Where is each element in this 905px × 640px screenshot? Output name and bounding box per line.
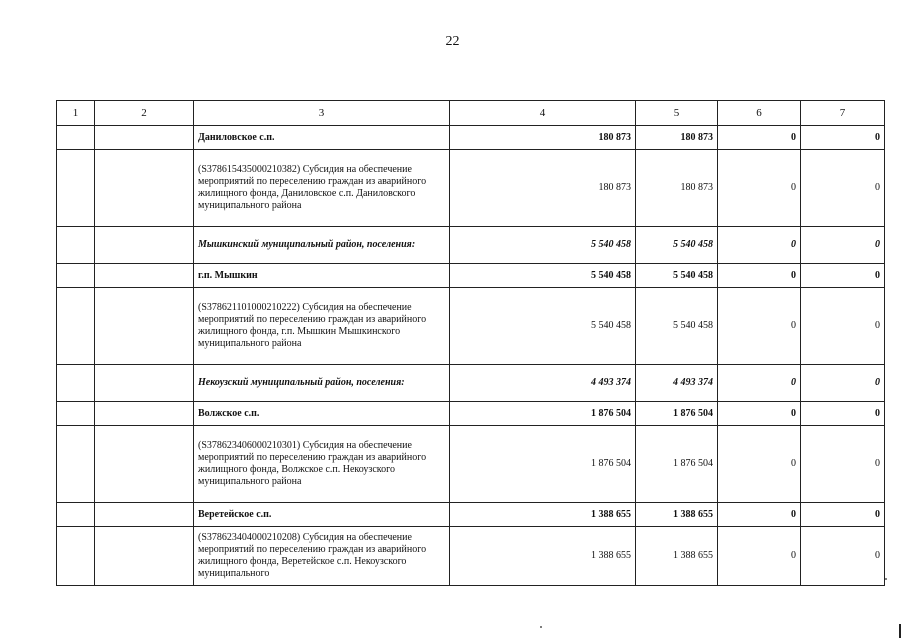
cell-v7: 0: [801, 402, 885, 426]
cell-v5: 1 876 504: [636, 402, 718, 426]
cell-v4: 1 388 655: [450, 503, 636, 527]
cell-v7: 0: [801, 426, 885, 503]
column-header: 4: [450, 101, 636, 126]
cell-v6: 0: [718, 150, 801, 227]
cell-v6: 0: [718, 527, 801, 586]
cell-col2: [95, 126, 194, 150]
scan-edge-mark: [899, 624, 901, 638]
cell-v7: 0: [801, 150, 885, 227]
cell-v4: 1 876 504: [450, 426, 636, 503]
table-row: [57, 150, 885, 227]
column-header: 2: [95, 101, 194, 126]
column-header: 3: [194, 101, 450, 126]
table-row: [57, 503, 885, 527]
cell-col1: [57, 227, 95, 264]
cell-v4: 180 873: [450, 126, 636, 150]
cell-v6: 0: [718, 365, 801, 402]
cell-v5: 1 388 655: [636, 527, 718, 586]
table-row: [57, 527, 885, 586]
table-row: [57, 126, 885, 150]
table-row: [57, 426, 885, 503]
cell-col2: [95, 288, 194, 365]
cell-col2: [95, 150, 194, 227]
cell-col1: [57, 426, 95, 503]
cell-v6: 0: [718, 426, 801, 503]
cell-name: (S378623404000210208) Субсидия на обеспечение мероприятий по переселению граждан из аварийного жилищного фонда, Веретейское с.п. Некоузского муниципального: [194, 527, 450, 586]
cell-col2: [95, 503, 194, 527]
cell-col2: [95, 426, 194, 503]
cell-col2: [95, 402, 194, 426]
cell-v4: 4 493 374: [450, 365, 636, 402]
cell-name: (S378615435000210382) Субсидия на обеспечение мероприятий по переселению граждан из аварийного жилищного фонда, Даниловское с.п. Даниловского муниципального района: [194, 150, 450, 227]
cell-col1: [57, 503, 95, 527]
cell-col1: [57, 288, 95, 365]
cell-col2: [95, 264, 194, 288]
cell-col1: [57, 264, 95, 288]
cell-col1: [57, 126, 95, 150]
cell-v7: 0: [801, 126, 885, 150]
cell-v4: 180 873: [450, 150, 636, 227]
cell-v6: 0: [718, 264, 801, 288]
cell-v5: 5 540 458: [636, 288, 718, 365]
cell-col1: [57, 527, 95, 586]
table-row: [57, 227, 885, 264]
cell-name: Волжское с.п.: [194, 402, 450, 426]
cell-name: Даниловское с.п.: [194, 126, 450, 150]
budget-table: [56, 100, 885, 586]
table-row: [57, 264, 885, 288]
table-header-row: [57, 101, 885, 126]
cell-name: (S378623406000210301) Субсидия на обеспечение мероприятий по переселению граждан из аварийного жилищного фонда, Волжское с.п. Некоузского муниципального района: [194, 426, 450, 503]
cell-v7: 0: [801, 527, 885, 586]
column-header: 5: [636, 101, 718, 126]
cell-col2: [95, 527, 194, 586]
page-number: 22: [445, 34, 460, 49]
cell-col2: [95, 365, 194, 402]
cell-v6: 0: [718, 503, 801, 527]
cell-v6: 0: [718, 126, 801, 150]
column-header: 1: [57, 101, 95, 126]
cell-v4: 1 876 504: [450, 402, 636, 426]
cell-v5: 5 540 458: [636, 227, 718, 264]
cell-name: Мышкинский муниципальный район, поселения:: [194, 227, 450, 264]
cell-v4: 5 540 458: [450, 227, 636, 264]
column-header: 7: [801, 101, 885, 126]
scan-speck: [885, 578, 887, 580]
cell-v5: 4 493 374: [636, 365, 718, 402]
cell-name: г.п. Мышкин: [194, 264, 450, 288]
table-row: [57, 365, 885, 402]
cell-v7: 0: [801, 264, 885, 288]
table-row: [57, 402, 885, 426]
cell-col2: [95, 227, 194, 264]
cell-v7: 0: [801, 503, 885, 527]
cell-v7: 0: [801, 288, 885, 365]
cell-name: Некоузский муниципальный район, поселения:: [194, 365, 450, 402]
cell-v4: 5 540 458: [450, 288, 636, 365]
cell-v5: 5 540 458: [636, 264, 718, 288]
cell-v5: 1 388 655: [636, 503, 718, 527]
cell-v6: 0: [718, 402, 801, 426]
cell-name: (S378621101000210222) Субсидия на обеспечение мероприятий по переселению граждан из аварийного жилищного фонда, г.п. Мышкин Мышкинского муниципального района: [194, 288, 450, 365]
cell-v5: 1 876 504: [636, 426, 718, 503]
cell-col1: [57, 150, 95, 227]
cell-v5: 180 873: [636, 150, 718, 227]
cell-v6: 0: [718, 227, 801, 264]
column-header: 6: [718, 101, 801, 126]
cell-v4: 1 388 655: [450, 527, 636, 586]
cell-v6: 0: [718, 288, 801, 365]
cell-col1: [57, 365, 95, 402]
cell-name: Веретейское с.п.: [194, 503, 450, 527]
scan-speck: [540, 626, 542, 628]
cell-v7: 0: [801, 227, 885, 264]
cell-col1: [57, 402, 95, 426]
cell-v7: 0: [801, 365, 885, 402]
cell-v4: 5 540 458: [450, 264, 636, 288]
table-row: [57, 288, 885, 365]
cell-v5: 180 873: [636, 126, 718, 150]
